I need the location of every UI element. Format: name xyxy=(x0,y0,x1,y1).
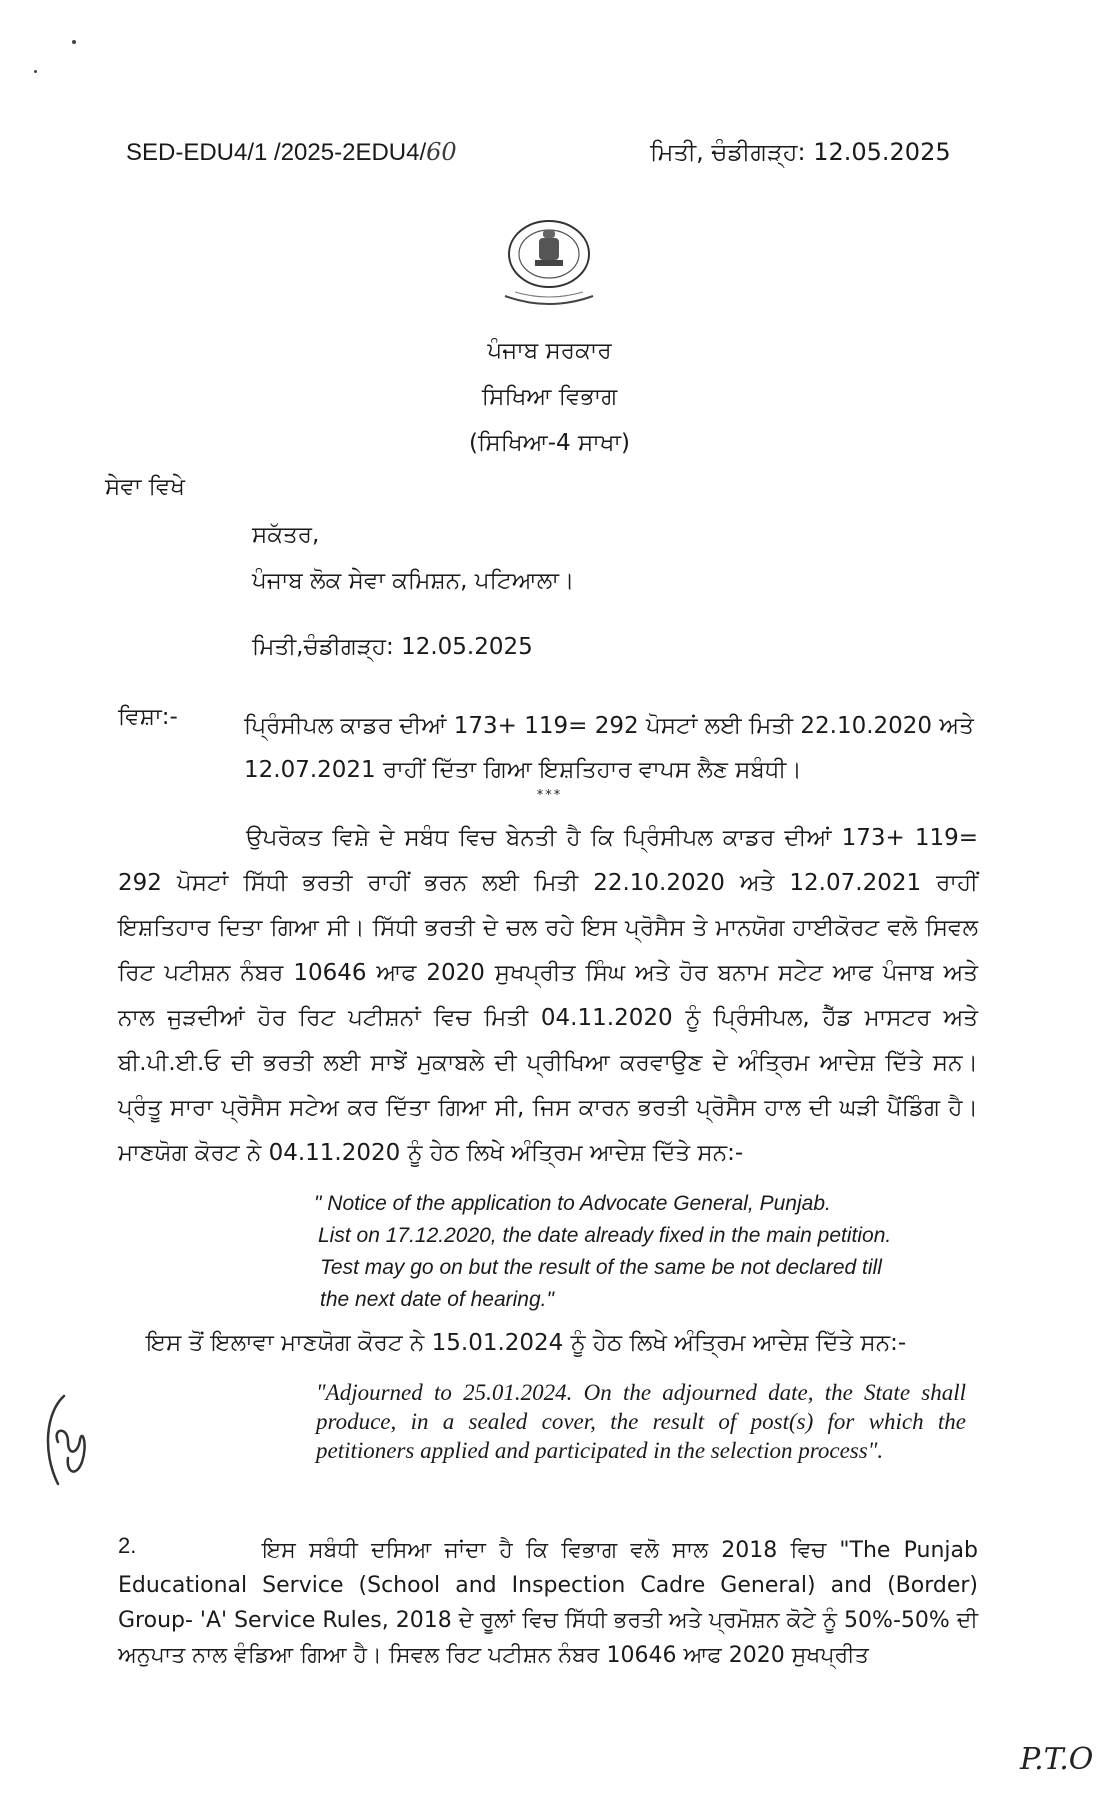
quote-line: " Notice of the application to Advocate General, Punjab. xyxy=(314,1192,831,1215)
court-order-quote-1 xyxy=(314,1188,974,1316)
scan-speck xyxy=(34,70,37,73)
department-name: ਸਿਖਿਆ ਵਿਭਾਗ xyxy=(481,384,618,410)
government-emblem-seal xyxy=(475,216,623,316)
point-2-number: 2. xyxy=(118,1533,137,1558)
reference-number xyxy=(126,138,457,167)
quote-line: the next date of hearing." xyxy=(320,1288,554,1311)
quote-line: List on 17.12.2020, the date already fixed in the main petition. xyxy=(318,1224,892,1247)
handwritten-initials-signature xyxy=(38,1392,90,1492)
addressee-date: ਮਿਤੀ,ਚੰਡੀਗੜ੍ਹ: 12.05.2025 xyxy=(252,634,533,660)
government-name: ਪੰਜਾਬ ਸਰਕਾਰ xyxy=(487,338,612,364)
reference-prefix: SED-EDU4/1 /2025-2EDU4/ xyxy=(126,139,427,166)
court-order-quote-2: "Adjourned to 25.01.2024. On the adjourned date, the State shall produce, in a sealed cover, the result of post(s) for which the petitioners applied and participated in the selection process". xyxy=(316,1380,966,1463)
please-turn-over-note: P.T.O xyxy=(1020,1742,1094,1777)
subject-separator: *** xyxy=(536,788,563,803)
scan-speck xyxy=(72,40,76,44)
addressee-office: ਪੰਜਾਬ ਲੋਕ ਸੇਵਾ ਕਮਿਸ਼ਨ, ਪਟਿਆਲਾ। xyxy=(252,568,575,594)
quote-line: Test may go on but the result of the same be not declared till xyxy=(320,1256,882,1279)
addressee-designation: ਸਕੱਤਰ, xyxy=(252,522,320,548)
body-paragraph-2: ਇਸ ਤੋਂ ਇਲਾਵਾ ਮਾਣਯੋਗ ਕੋਰਟ ਨੇ 15.01.2024 ਨੂੰ ਹੇਠ ਲਿਖੇ ਅੰਤ੍ਰਿਮ ਆਦੇਸ਼ ਦਿੱਤੇ ਸਨ:- xyxy=(146,1330,907,1356)
letter-date: ਮਿਤੀ, ਚੰਡੀਗੜ੍ਹ: 12.05.2025 xyxy=(650,138,951,166)
body-paragraph-1: ਉਪਰੋਕਤ ਵਿਸ਼ੇ ਦੇ ਸਬੰਧ ਵਿਚ ਬੇਨਤੀ ਹੈ ਕਿ ਪ੍ਰਿੰਸੀਪਲ ਕਾਡਰ ਦੀਆਂ 173+ 119= 292 ਪੋਸਟਾਂ ਸਿੱਧੀ ਭਰਤੀ ਰਾਹੀਂ ਭਰਨ ਲਈ ਮਿਤੀ 22.10.2020 ਅਤੇ 12.07.2021 ਰਾਹੀਂ ਇਸ਼ਤਿਹਾਰ ਦਿਤਾ ਗਿਆ ਸੀ। ਸਿੱਧੀ ਭਰਤੀ ਦੇ ਚਲ ਰਹੇ ਇਸ ਪ੍ਰੋਸੈਸ ਤੇ ਮਾਨਯੋਗ ਹਾਈਕੋਰਟ ਵਲੋ ਸਿਵਲ ਰਿਟ ਪਟੀਸ਼ਨ ਨੰਬਰ 10646 ਆਫ 2020 ਸੁਖਪ੍ਰੀਤ ਸਿੰਘ ਅਤੇ ਹੋਰ ਬਨਾਮ ਸਟੇਟ ਆਫ ਪੰਜਾਬ ਅਤੇ ਨਾਲ ਜੁੜਦੀਆਂ ਹੋਰ ਰਿਟ ਪਟੀਸ਼ਨਾਂ ਵਿਚ ਮਿਤੀ 04.11.2020 ਨੂੰ ਪ੍ਰਿੰਸੀਪਲ, ਹੈੱਡ ਮਾਸਟਰ ਅਤੇ ਬੀ.ਪੀ.ਈ.ਓ ਦੀ ਭਰਤੀ ਲਈ ਸਾਝੇਂ ਮੁਕਾਬਲੇ ਦੀ ਪ੍ਰੀਖਿਆ ਕਰਵਾਉਣ ਦੇ ਅੰਤ੍ਰਿਮ ਆਦੇਸ਼ ਦਿੱਤੇ ਸਨ। ਪ੍ਰੰਤੂ ਸਾਰਾ ਪ੍ਰੋਸੈਸ ਸਟੇਅ ਕਰ ਦਿੱਤਾ ਗਿਆ ਸੀ, ਜਿਸ ਕਾਰਨ ਭਰਤੀ ਪ੍ਰੋਸੈਸ ਹਾਲ ਦੀ ਘੜੀ ਪੈਂਡਿੰਗ ਹੈ। ਮਾਣਯੋਗ ਕੋਰਟ ਨੇ 04.11.2020 ਨੂੰ ਹੇਠ ਲਿਖੇ ਅੰਤ੍ਰਿਮ ਆਦੇਸ਼ ਦਿੱਤੇ ਸਨ:- xyxy=(118,825,978,1166)
salutation: ਸੇਵਾ ਵਿਖੇ xyxy=(105,474,185,500)
subject-text: ਪ੍ਰਿੰਸੀਪਲ ਕਾਡਰ ਦੀਆਂ 173+ 119= 292 ਪੋਸਟਾਂ ਲਈ ਮਿਤੀ 22.10.2020 ਅਤੇ 12.07.2021 ਰਾਹੀਂ ਦਿੱਤਾ ਗਿਆ ਇਸ਼ਤਿਹਾਰ ਵਾਪਸ ਲੈਣ ਸਬੰਧੀ। xyxy=(244,713,974,783)
branch-name: (ਸਿਖਿਆ-4 ਸਾਖਾ) xyxy=(469,430,630,456)
subject-label: ਵਿਸ਼ਾ:- xyxy=(118,704,178,730)
point-2-text: ਇਸ ਸਬੰਧੀ ਦਸਿਆ ਜਾਂਦਾ ਹੈ ਕਿ ਵਿਭਾਗ ਵਲੋ ਸਾਲ 2018 ਵਿਚ "The Punjab Educational Service (School and Inspection Cadre General) and (Border) Group- 'A' Service Rules, 2018 ਦੇ ਰੂਲਾਂ ਵਿਚ ਸਿੱਧੀ ਭਰਤੀ ਅਤੇ ਪ੍ਰਮੋਸ਼ਨ ਕੋਟੇ ਨੂੰ 50%-50% ਦੀ ਅਨੁਪਾਤ ਨਾਲ ਵੰਡਿਆ ਗਿਆ ਹੈ। ਸਿਵਲ ਰਿਟ ਪਟੀਸ਼ਨ ਨੰਬਰ 10646 ਆਫ 2020 ਸੁਖਪ੍ਰੀਤ xyxy=(118,1538,978,1668)
reference-handwritten-number: 60 xyxy=(426,138,457,166)
